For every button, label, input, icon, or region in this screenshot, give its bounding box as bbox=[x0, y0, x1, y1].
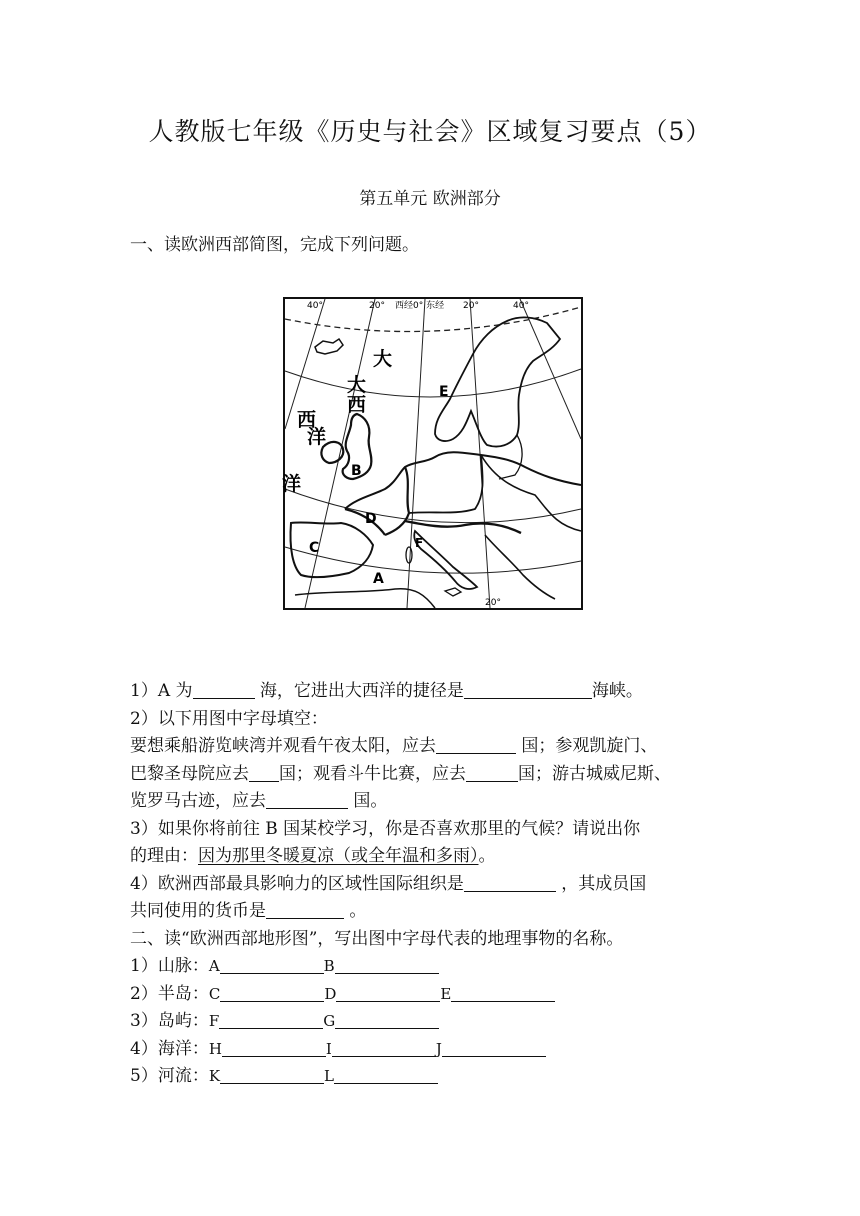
map-ocean-text: 大 bbox=[373, 348, 393, 370]
map-ocean-text: 洋 bbox=[282, 473, 302, 495]
answer-blank[interactable] bbox=[220, 983, 324, 1002]
q2-row-peninsulas: 2）半岛：C D E bbox=[130, 981, 740, 1009]
map-lon-label: 20° bbox=[485, 598, 501, 608]
q2-row-mountains: 1）山脉：A B bbox=[130, 953, 740, 981]
map-lon-label: 40° bbox=[513, 301, 529, 311]
answer-blank[interactable] bbox=[220, 1065, 324, 1084]
map-figure bbox=[282, 299, 581, 608]
section-1-heading: 一、读欧洲西部简图，完成下列问题。 bbox=[130, 235, 419, 255]
map-ocean-text: 洋 bbox=[307, 426, 327, 448]
map-ocean-text: 大 bbox=[347, 374, 367, 396]
q1-line-2: 2）以下用图中字母填空： bbox=[130, 708, 328, 729]
continental-coast bbox=[345, 452, 581, 509]
map-letter-B: B bbox=[351, 463, 362, 479]
answer-blank[interactable] bbox=[193, 680, 255, 699]
section-2-heading: 二、读“欧洲西部地形图”，写出图中字母代表的地理事物的名称。 bbox=[130, 928, 624, 949]
sample-answer: 因为那里冬暖夏凉（或全年温和多雨） bbox=[198, 846, 479, 866]
africa-coast bbox=[295, 589, 435, 608]
longitude-line bbox=[520, 299, 581, 439]
q1-line-5: 览罗马古迹，应去 国。 bbox=[130, 791, 388, 811]
map-lon-label: 20° bbox=[463, 301, 479, 311]
answer-blank[interactable] bbox=[335, 1010, 439, 1029]
corsica-sardinia bbox=[406, 547, 412, 563]
answer-blank[interactable] bbox=[436, 735, 516, 754]
answer-blank[interactable] bbox=[334, 1065, 438, 1084]
answer-blank[interactable] bbox=[220, 955, 324, 974]
q1-line-6: 3）如果你将前往 B 国某校学习，你是否喜欢那里的气候？请说出你 bbox=[130, 818, 641, 839]
answer-blank[interactable] bbox=[266, 790, 348, 809]
q1-line-8: 4）欧洲西部最具影响力的区域性国际组织是 ，其成员国 bbox=[130, 873, 647, 894]
q1-line-4: 巴黎圣母院应去 国；观看斗牛比赛，应去 国；游古城威尼斯、 bbox=[130, 763, 671, 784]
map-ocean-text: 西 bbox=[297, 409, 317, 431]
q1-line-9: 共同使用的货币是 。 bbox=[130, 901, 367, 921]
latitude-line bbox=[285, 369, 581, 397]
map-letter-E: E bbox=[439, 384, 449, 400]
map-lon-label: 40° bbox=[307, 301, 323, 311]
map-letter-C: C bbox=[309, 540, 320, 556]
q2-row-seas: 4）海洋：H I J bbox=[130, 1036, 740, 1064]
map-letter-A: A bbox=[373, 571, 384, 587]
western-europe-map bbox=[283, 297, 583, 610]
question-text bbox=[130, 678, 740, 1091]
latitude-line bbox=[285, 489, 581, 523]
q1-line-7: 的理由：因为那里冬暖夏凉（或全年温和多雨）。 bbox=[130, 846, 496, 866]
q1-line-3: 要想乘船游览峡湾并观看午夜太阳，应去 国；参观凯旋门、 bbox=[130, 736, 658, 756]
answer-blank[interactable] bbox=[451, 983, 555, 1002]
iberian-peninsula bbox=[290, 522, 373, 577]
map-letter-F: F bbox=[415, 536, 424, 550]
map-lon-label: 西经0° 东经 bbox=[395, 301, 445, 311]
q2-row-rivers: 5）河流：K L bbox=[130, 1063, 740, 1091]
eastern-border bbox=[481, 455, 581, 531]
answer-blank[interactable] bbox=[464, 873, 556, 892]
document-title: 人教版七年级《历史与社会》区域复习要点（5） bbox=[148, 117, 712, 146]
iceland-shape bbox=[315, 339, 343, 354]
answer-blank[interactable] bbox=[442, 1038, 546, 1057]
q1-line-1: 1）A 为 海，它进出大西洋的捷径是 海峡。 bbox=[130, 681, 643, 701]
answer-blank[interactable] bbox=[466, 763, 518, 782]
unit-subtitle: 第五单元 欧洲部分 bbox=[359, 189, 501, 209]
map-letter-D: D bbox=[365, 511, 377, 527]
answer-blank[interactable] bbox=[464, 680, 592, 699]
map-ocean-text: 西 bbox=[347, 394, 367, 416]
answer-blank[interactable] bbox=[219, 1010, 323, 1029]
answer-blank[interactable] bbox=[336, 983, 440, 1002]
answer-blank[interactable] bbox=[249, 763, 279, 782]
answer-blank[interactable] bbox=[266, 900, 344, 919]
answer-blank[interactable] bbox=[332, 1038, 436, 1057]
germany-border bbox=[409, 455, 483, 513]
answer-blank[interactable] bbox=[335, 955, 439, 974]
map-lon-label: 20° bbox=[369, 301, 385, 311]
italian-peninsula bbox=[414, 531, 477, 589]
q2-row-islands: 3）岛屿：F G bbox=[130, 1008, 740, 1036]
sicily-shape bbox=[445, 588, 461, 596]
answer-blank[interactable] bbox=[222, 1038, 326, 1057]
longitude-line bbox=[407, 299, 425, 608]
